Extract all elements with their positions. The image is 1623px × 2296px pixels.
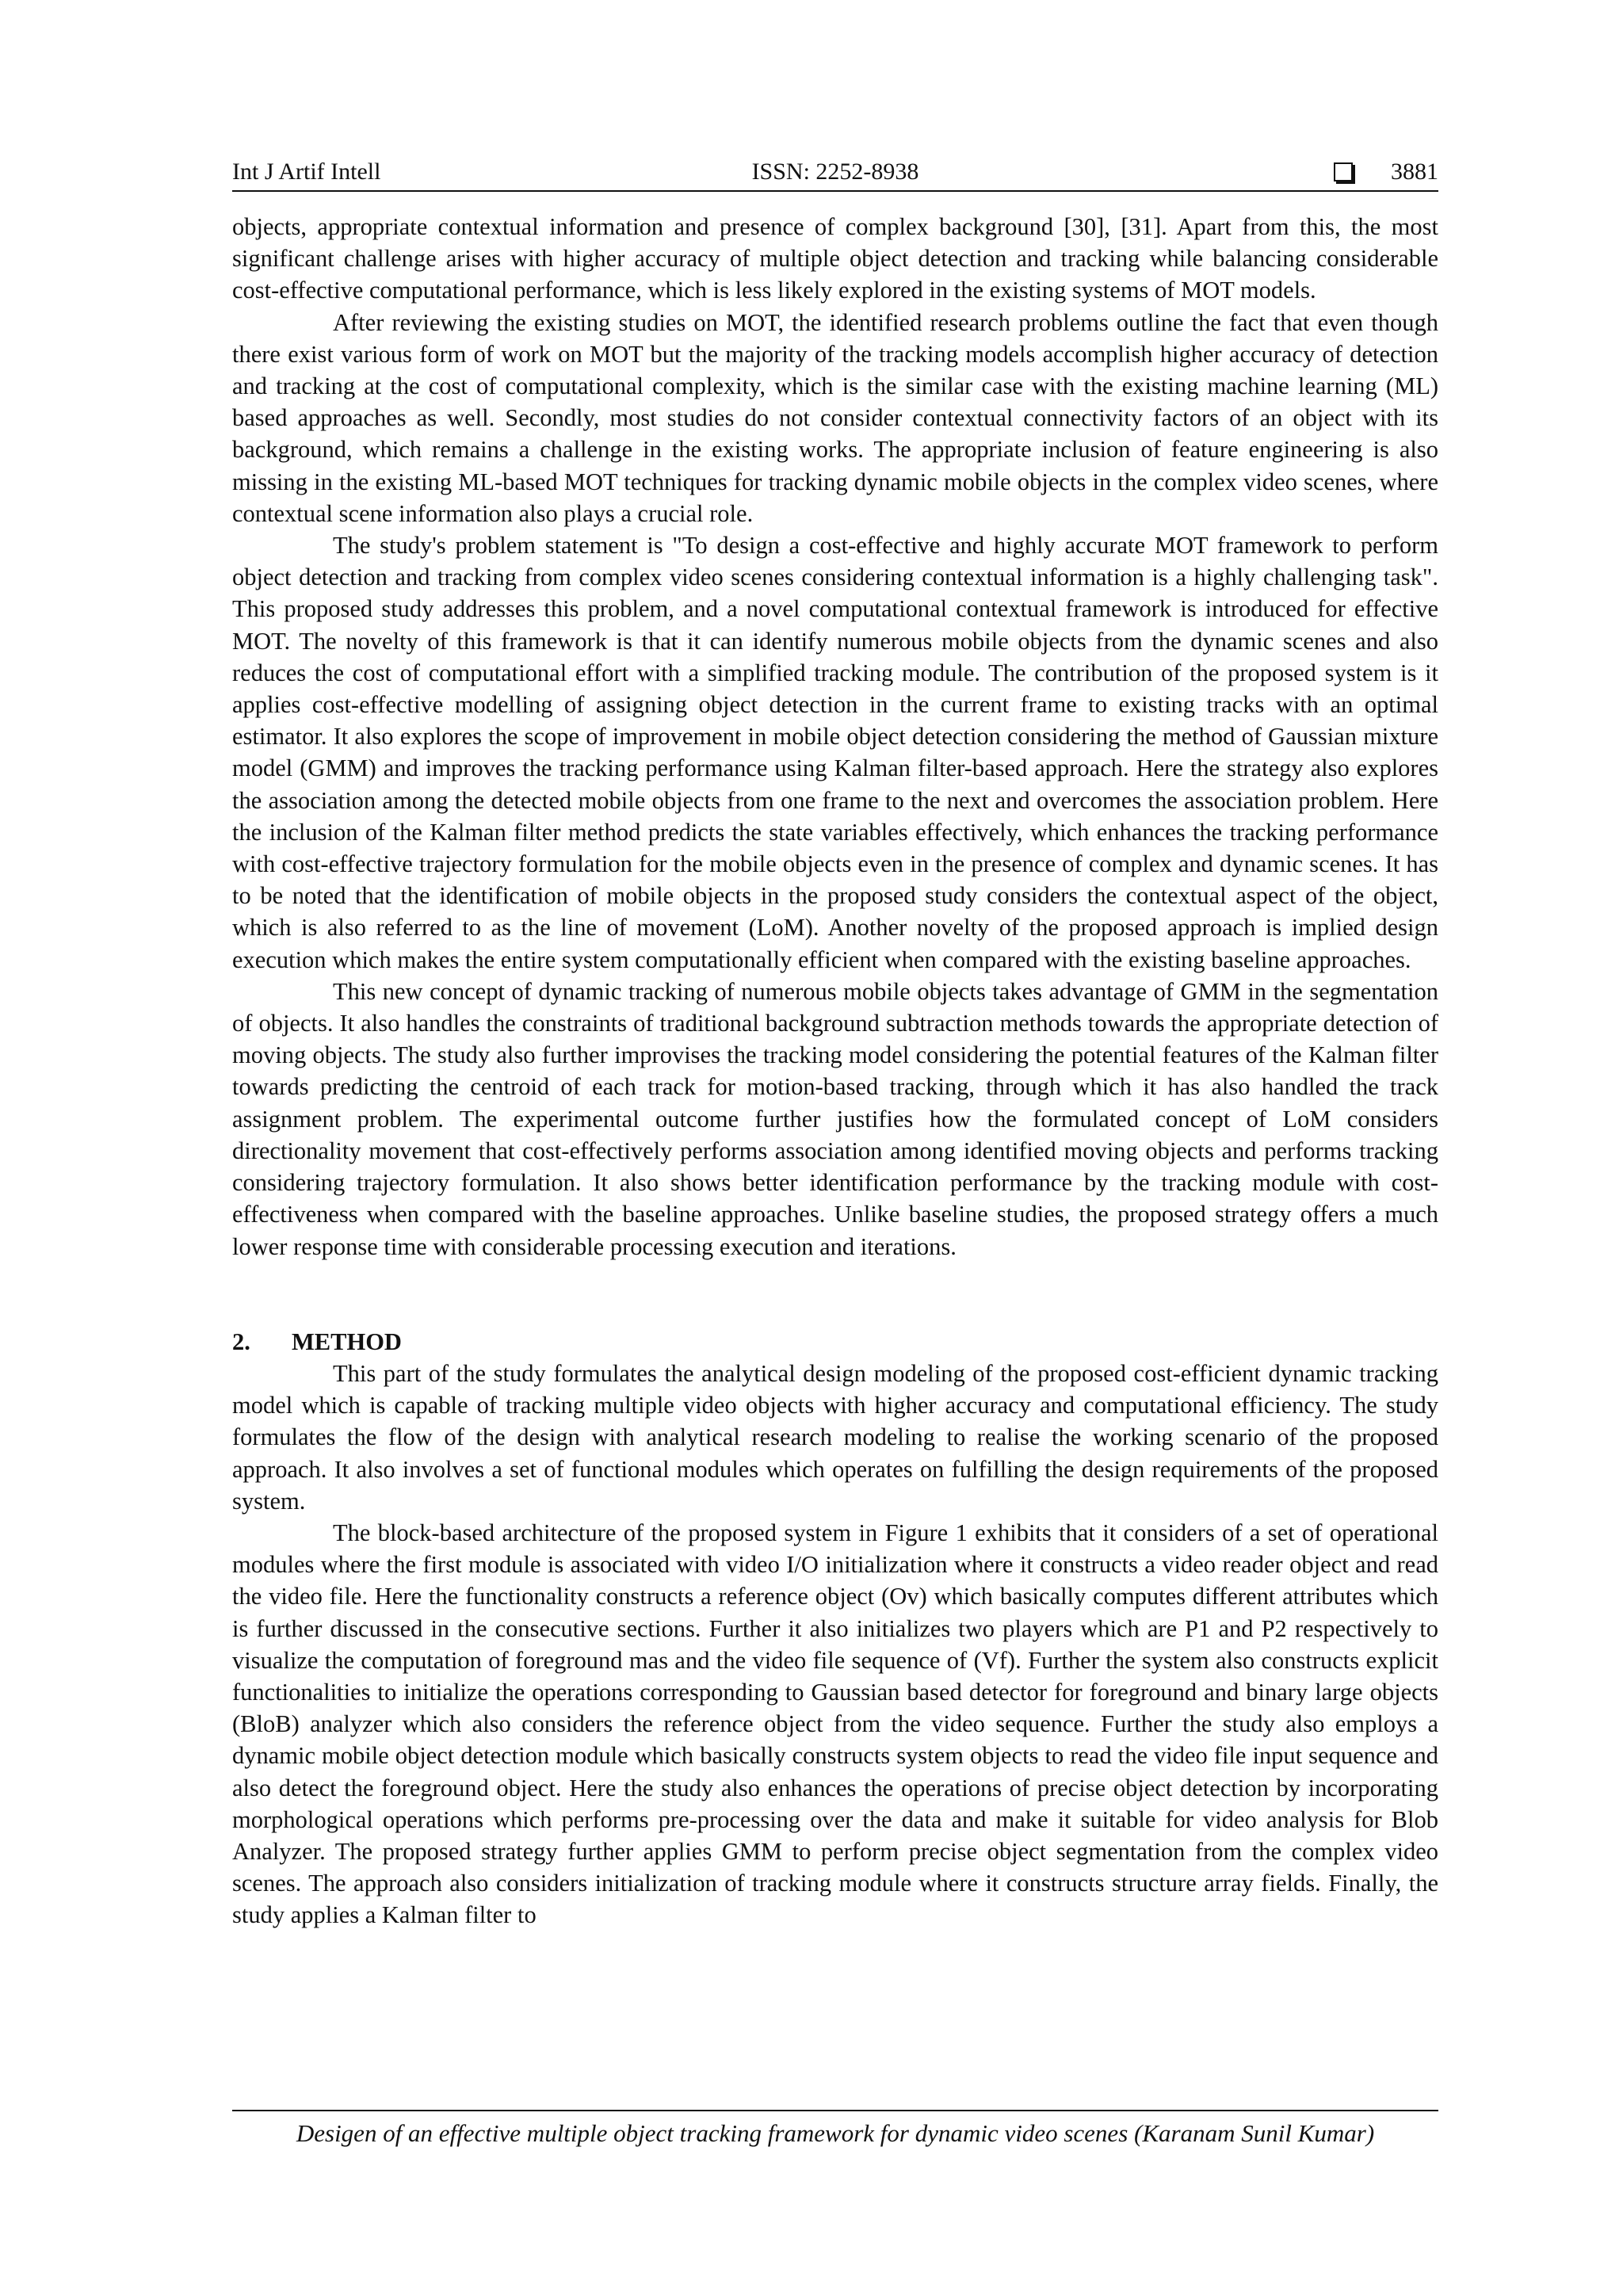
paragraph: objects, appropriate contextual information and presence of complex background [30], [31]. Apart from this, the most significant challenge arises with higher accuracy of multiple object detection and tracking while balancing considerable cost-effective computational performance, which is less likely explored in the existing systems of MOT models.	[232, 213, 1438, 304]
paragraph: This part of the study formulates the analytical design modeling of the proposed cost-efficient dynamic tracking model which is capable of tracking multiple video objects with higher accuracy and computational efficiency. The study formulates the flow of the design with analytical research modeling to realise the working scenario of the proposed approach. It also involves a set of functional modules which operates on fulfilling the design requirements of the proposed system.	[232, 1359, 1438, 1515]
section-heading	[232, 1326, 1438, 1358]
section-title: METHOD	[292, 1328, 402, 1355]
paragraph: This new concept of dynamic tracking of numerous mobile objects takes advantage of GMM in the segmentation of objects. It also handles the constraints of traditional background subtraction methods towards the appropriate detection of moving objects. The study also further improvises the tracking model considering the potential features of the Kalman filter towards predicting the centroid of each track for motion-based tracking, through which it has also handled the track assignment problem. The experimental outcome further justifies how the formulated concept of LoM considers directionality movement that cost-effectively performs association among identified moving objects and performs tracking considering trajectory formulation. It also shows better identification performance by the tracking module with cost-effectiveness when compared with the baseline approaches. Unlike baseline studies, the proposed strategy offers a much lower response time with considerable processing execution and iterations.	[232, 977, 1438, 1260]
body-text	[232, 211, 1438, 1931]
issn: ISSN: 2252-8938	[751, 159, 919, 185]
page-number-group	[1334, 154, 1438, 190]
journal-name: Int J Artif Intell	[232, 159, 381, 185]
checkbox-square-icon	[1334, 162, 1353, 181]
running-footer: Desigen of an effective multiple object tracking framework for dynamic video scenes (Karanam Sunil Kumar)	[232, 2110, 1438, 2149]
section-number: 2.	[232, 1328, 250, 1355]
paragraph: After reviewing the existing studies on MOT, the identified research problems outline the fact that even though there exist various form of work on MOT but the majority of the tracking models accomplish higher accuracy of detection and tracking at the cost of computational complexity, which is the similar case with the existing machine learning (ML) based approaches as well. Secondly, most studies do not consider contextual connectivity factors of an object with its background, which remains a challenge in the existing works. The appropriate inclusion of feature engineering is also missing in the existing ML-based MOT techniques for tracking dynamic mobile objects in the complex video scenes, where contextual scene information also plays a crucial role.	[232, 308, 1438, 527]
paragraph: The block-based architecture of the proposed system in Figure 1 exhibits that it considers of a set of operational modules where the first module is associated with video I/O initialization where it constructs a video reader object and read the video file. Here the functionality constructs a reference object (Ov) which basically computes different attributes which is further discussed in the consecutive sections. Further it also initializes two players which are P1 and P2 respectively to visualize the computation of foreground mas and the video file sequence of (Vf). Further the system also constructs explicit functionalities to initialize the operations corresponding to Gaussian based detector for foreground and binary large objects (BloB) analyzer which also considers the reference object from the video sequence. Further the study also employs a dynamic mobile object detection module which basically constructs system objects to read the video file input sequence and also detect the foreground object. Here the study also enhances the operations of precise object detection by incorporating morphological operations which performs pre-processing over the data and make it suitable for video analysis for Blob Analyzer. The proposed strategy further applies GMM to perform precise object segmentation from the complex video scenes. The approach also considers initialization of tracking module where it constructs structure array fields. Finally, the study applies a Kalman filter to	[232, 1519, 1438, 1929]
paragraph: The study's problem statement is "To design a cost-effective and highly accurate MOT framework to perform object detection and tracking from complex video scenes considering contextual information is a highly challenging task". This proposed study addresses this problem, and a novel computational contextual framework is introduced for effective MOT. The novelty of this framework is that it can identify numerous mobile objects from the dynamic scenes and also reduces the cost of computational effort with a simplified tracking module. The contribution of the proposed system is it applies cost-effective modelling of assigning object detection in the current frame to existing tracks with an optimal estimator. It also explores the scope of improvement in mobile object detection considering the method of Gaussian mixture model (GMM) and improves the tracking performance using Kalman filter-based approach. Here the strategy also explores the association among the detected mobile objects from one frame to the next and overcomes the association problem. Here the inclusion of the Kalman filter method predicts the state variables effectively, which enhances the tracking performance with cost-effective trajectory formulation for the mobile objects even in the presence of complex and dynamic scenes. It has to be noted that the identification of mobile objects in the proposed study considers the contextual aspect of the object, which is also referred to as the line of movement (LoM). Another novelty of the proposed approach is implied design execution which makes the entire system computationally efficient when compared with the existing baseline approaches.	[232, 532, 1438, 973]
running-header	[232, 154, 1438, 192]
page-number: 3881	[1391, 159, 1438, 185]
